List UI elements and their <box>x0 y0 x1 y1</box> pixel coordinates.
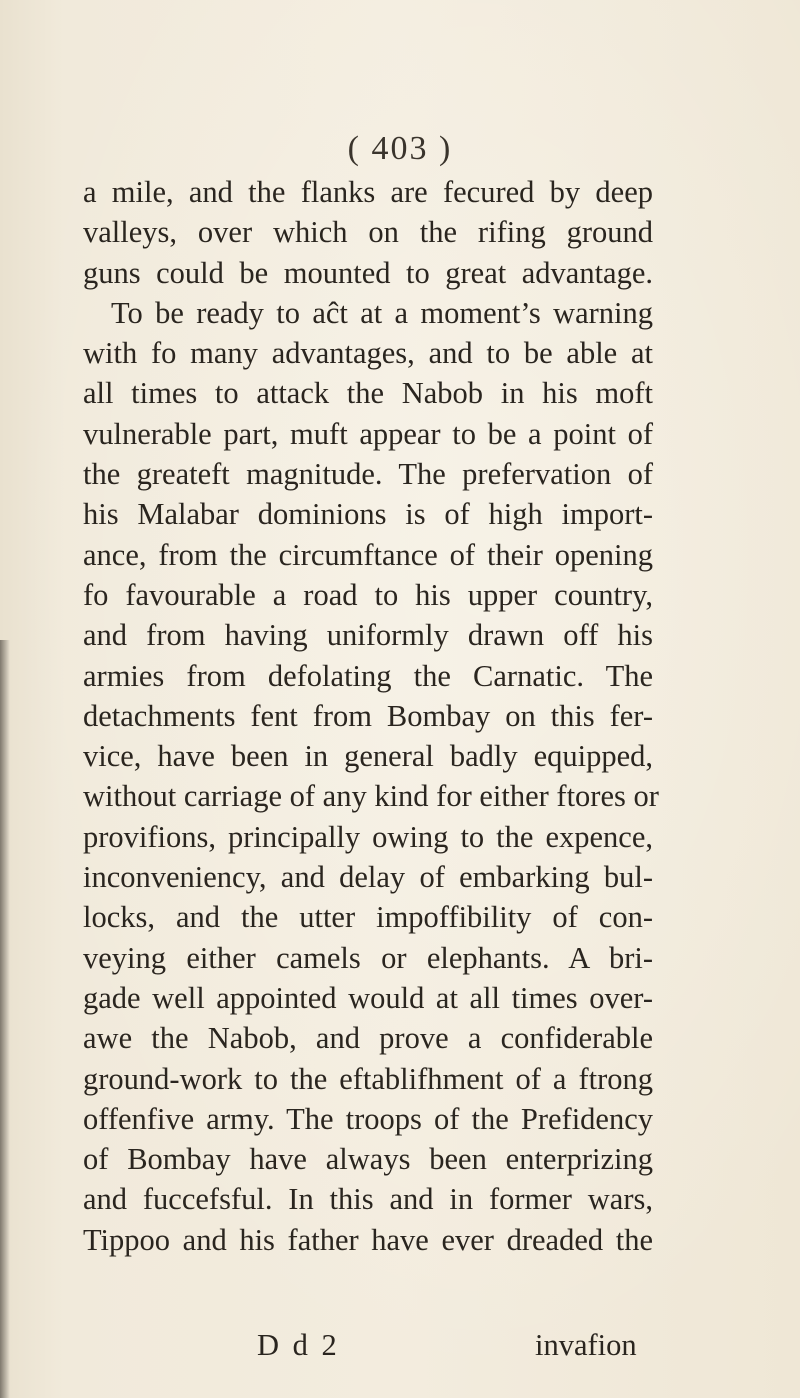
text-line: without carriage of any kind for either ftores or <box>83 779 659 814</box>
text-line: his Malabar dominions is of high import- <box>83 497 653 532</box>
text-line: and from having uniformly drawn off his <box>83 618 653 653</box>
text-line: vice, have been in general badly equipped, <box>83 739 653 774</box>
text-line: a mile, and the flanks are fecured by deep <box>83 175 653 209</box>
text-line: of Bombay have always been enterprizing <box>83 1142 653 1177</box>
text-line: ground-work to the eftablifhment of a ftrong <box>83 1061 653 1096</box>
text-line: awe the Nabob, and prove a confiderable <box>83 1021 653 1056</box>
text-line: vulnerable part, muft appear to be a point of <box>83 416 653 451</box>
text-line: detachments fent from Bombay on this fer- <box>83 698 653 733</box>
text-line: To be ready to aĉt at a moment’s warning <box>111 295 653 330</box>
page-number-header: ( 403 ) <box>347 130 453 167</box>
body-text <box>83 172 659 1260</box>
text-line: Tippoo and his father have ever dreaded the <box>83 1222 653 1257</box>
text-line: locks, and the utter impoffibility of con- <box>83 900 653 935</box>
text-line: and fuccefsful. In this and in former wars, <box>83 1182 653 1217</box>
text-line: provifions, principally owing to the expence, <box>83 819 653 854</box>
text-line: the greateft magnitude. The prefervation of <box>83 457 653 492</box>
text-line: guns could be mounted to great advantage. <box>83 255 653 290</box>
text-line: with fo many advantages, and to be able at <box>83 336 653 371</box>
text-line: all times to attack the Nabob in his moft <box>83 376 653 411</box>
signature-mark: D d 2 <box>257 1328 340 1362</box>
text-line: veying either camels or elephants. A bri- <box>83 940 653 975</box>
text-line: ance, from the circumftance of their opening <box>83 537 653 572</box>
binding-shadow <box>0 640 10 1398</box>
text-line: offenfive army. The troops of the Prefidency <box>83 1101 653 1136</box>
catchword: invafion <box>535 1328 637 1362</box>
text-line: gade well appointed would at all times over- <box>83 980 653 1015</box>
text-line: valleys, over which on the rifing ground <box>83 215 653 250</box>
text-line: inconveniency, and delay of embarking bul- <box>83 860 653 895</box>
text-line: fo favourable a road to his upper country, <box>83 577 653 612</box>
text-line: armies from defolating the Carnatic. The <box>83 658 653 693</box>
